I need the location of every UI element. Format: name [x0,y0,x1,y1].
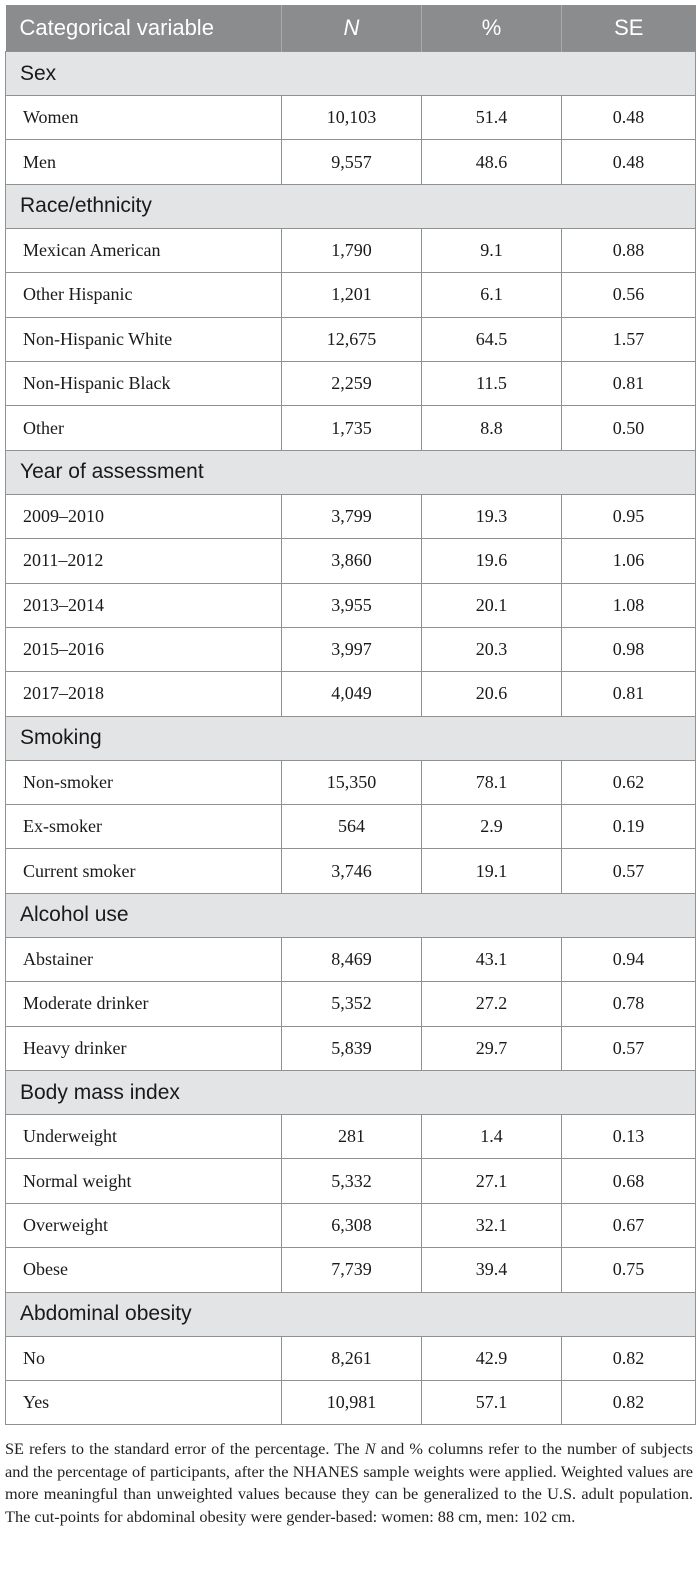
header-categorical-variable: Categorical variable [6,5,282,52]
section-title: Abdominal obesity [6,1292,696,1336]
cell-se: 0.82 [562,1380,696,1424]
cell-se: 0.82 [562,1336,696,1380]
cell-se: 0.67 [562,1203,696,1247]
cell-n: 5,352 [282,982,422,1026]
data-table-container [5,5,695,1425]
cell-n: 7,739 [282,1248,422,1292]
section-row [6,1071,696,1115]
cell-se: 0.98 [562,627,696,671]
cell-category: Men [6,140,282,184]
cell-se: 0.48 [562,96,696,140]
table-row [6,96,696,140]
footnote-part2: and % columns refer to the number of subjects and the percentage of participants, after the NHANES sample weights were applied. Weighted values are more meaningful than unweighted values because they can be generalized to the U.S. adult population. The cut-points for abdominal obesity were gender-based: women: 88 cm, men: 102 cm. [5,1439,694,1526]
cell-category: Non-Hispanic Black [6,361,282,405]
cell-percent: 78.1 [422,760,562,804]
cell-n: 1,790 [282,228,422,272]
cell-se: 0.57 [562,849,696,893]
table-row [6,1203,696,1247]
cell-n: 2,259 [282,361,422,405]
cell-n: 3,746 [282,849,422,893]
cell-se: 0.88 [562,228,696,272]
cell-category: Current smoker [6,849,282,893]
cell-n: 564 [282,805,422,849]
cell-n: 4,049 [282,672,422,716]
cell-category: Heavy drinker [6,1026,282,1070]
header-n: N [282,5,422,52]
cell-se: 0.13 [562,1115,696,1159]
section-row [6,716,696,760]
cell-n: 3,799 [282,494,422,538]
cell-se: 0.50 [562,406,696,450]
cell-category: Non-Hispanic White [6,317,282,361]
cell-n: 3,860 [282,539,422,583]
table-row [6,672,696,716]
cell-percent: 2.9 [422,805,562,849]
cell-category: Mexican American [6,228,282,272]
cell-n: 15,350 [282,760,422,804]
cell-category: Overweight [6,1203,282,1247]
cell-percent: 11.5 [422,361,562,405]
cell-category: Abstainer [6,937,282,981]
cell-percent: 43.1 [422,937,562,981]
cell-n: 1,735 [282,406,422,450]
section-title: Body mass index [6,1071,696,1115]
cell-se: 0.81 [562,361,696,405]
table-row [6,1380,696,1424]
cell-percent: 32.1 [422,1203,562,1247]
cell-category: 2011–2012 [6,539,282,583]
table-header [6,5,696,52]
cell-se: 0.75 [562,1248,696,1292]
cell-n: 12,675 [282,317,422,361]
cell-se: 0.81 [562,672,696,716]
table-row [6,937,696,981]
cell-percent: 19.3 [422,494,562,538]
section-title: Sex [6,52,696,96]
cell-percent: 27.2 [422,982,562,1026]
cell-percent: 9.1 [422,228,562,272]
cell-se: 0.95 [562,494,696,538]
header-se: SE [562,5,696,52]
cell-category: Women [6,96,282,140]
table-row [6,760,696,804]
cell-category: Yes [6,1380,282,1424]
cell-percent: 20.3 [422,627,562,671]
cell-percent: 19.6 [422,539,562,583]
cell-category: Non-smoker [6,760,282,804]
cell-category: Moderate drinker [6,982,282,1026]
cell-n: 5,839 [282,1026,422,1070]
cell-n: 3,955 [282,583,422,627]
cell-se: 0.94 [562,937,696,981]
cell-percent: 19.1 [422,849,562,893]
cell-n: 5,332 [282,1159,422,1203]
table-row [6,273,696,317]
table-body [6,52,696,1425]
cell-n: 6,308 [282,1203,422,1247]
section-title: Year of assessment [6,450,696,494]
cell-percent: 1.4 [422,1115,562,1159]
cell-n: 8,469 [282,937,422,981]
cell-se: 1.08 [562,583,696,627]
cell-se: 0.48 [562,140,696,184]
footnote-n-symbol: N [364,1439,376,1458]
table-row [6,1248,696,1292]
cell-se: 1.57 [562,317,696,361]
cell-category: Normal weight [6,1159,282,1203]
table-footnote [5,1438,693,1528]
table-row [6,627,696,671]
cell-percent: 8.8 [422,406,562,450]
cell-se: 0.68 [562,1159,696,1203]
demographics-table [5,5,696,1425]
table-row [6,849,696,893]
cell-n: 10,981 [282,1380,422,1424]
cell-n: 10,103 [282,96,422,140]
table-row [6,539,696,583]
cell-percent: 42.9 [422,1336,562,1380]
table-row [6,228,696,272]
cell-se: 1.06 [562,539,696,583]
section-row [6,52,696,96]
section-title: Alcohol use [6,893,696,937]
cell-percent: 39.4 [422,1248,562,1292]
table-row [6,361,696,405]
cell-percent: 64.5 [422,317,562,361]
section-row [6,1292,696,1336]
table-row [6,805,696,849]
cell-percent: 27.1 [422,1159,562,1203]
table-row [6,583,696,627]
section-row [6,893,696,937]
cell-se: 0.56 [562,273,696,317]
cell-category: Other [6,406,282,450]
table-row [6,1159,696,1203]
cell-percent: 51.4 [422,96,562,140]
section-title: Race/ethnicity [6,184,696,228]
cell-category: 2015–2016 [6,627,282,671]
cell-category: Underweight [6,1115,282,1159]
cell-category: Ex-smoker [6,805,282,849]
section-row [6,184,696,228]
table-row [6,317,696,361]
table-row [6,406,696,450]
cell-se: 0.19 [562,805,696,849]
cell-category: No [6,1336,282,1380]
cell-category: Obese [6,1248,282,1292]
cell-se: 0.78 [562,982,696,1026]
cell-percent: 20.1 [422,583,562,627]
cell-percent: 48.6 [422,140,562,184]
header-row [6,5,696,52]
cell-n: 9,557 [282,140,422,184]
cell-percent: 57.1 [422,1380,562,1424]
header-percent: % [422,5,562,52]
footnote-part1: SE refers to the standard error of the percentage. The [5,1439,365,1458]
cell-n: 281 [282,1115,422,1159]
cell-category: 2013–2014 [6,583,282,627]
cell-percent: 6.1 [422,273,562,317]
cell-se: 0.57 [562,1026,696,1070]
table-row [6,1026,696,1070]
table-row [6,982,696,1026]
section-title: Smoking [6,716,696,760]
cell-category: Other Hispanic [6,273,282,317]
cell-percent: 29.7 [422,1026,562,1070]
table-row [6,140,696,184]
table-row [6,494,696,538]
cell-category: 2017–2018 [6,672,282,716]
cell-category: 2009–2010 [6,494,282,538]
cell-percent: 20.6 [422,672,562,716]
table-row [6,1115,696,1159]
cell-n: 1,201 [282,273,422,317]
table-row [6,1336,696,1380]
cell-n: 8,261 [282,1336,422,1380]
cell-se: 0.62 [562,760,696,804]
section-row [6,450,696,494]
cell-n: 3,997 [282,627,422,671]
